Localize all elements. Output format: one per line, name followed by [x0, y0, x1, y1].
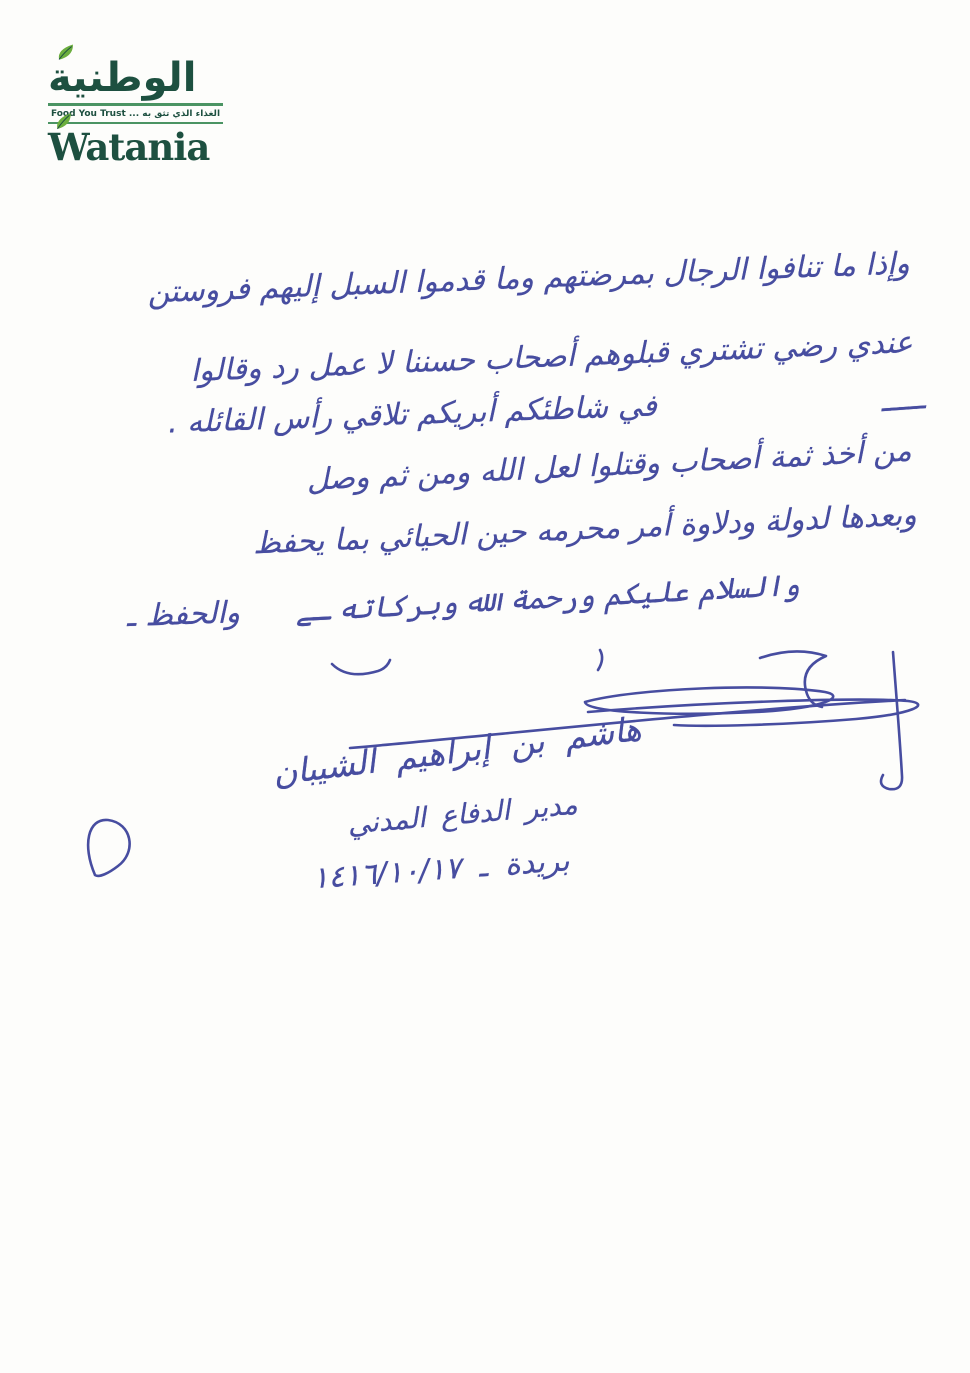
arabic-logo	[48, 56, 223, 100]
signer-name: هاشم بن إبراهيم الشيبان	[270, 708, 644, 793]
handwritten-line-1: وإذا ما تنافوا الرجال بمرضتهم وما قدموا السبل إليهم فروستن	[146, 246, 911, 311]
handwritten-line-3: في شاطئكم أبريكم تلاقي رأس القائله .	[167, 388, 658, 441]
handwritten-line-6-left: والحفظ ـ	[126, 595, 241, 635]
latin-logo	[48, 126, 223, 169]
latin-logo-text: Watania	[48, 125, 210, 169]
arabic-logo-text: الوطنية	[48, 55, 197, 101]
signer-title: مدير الدفاع المدني	[346, 787, 579, 841]
letterhead	[48, 56, 223, 169]
logo-tagline: Food You Trust ... الغذاء الذي تثق به	[50, 109, 221, 119]
handwritten-closing-salam: والسلام عليكم ورحمة الله وبركاته ـے	[294, 567, 801, 629]
handwritten-dash-mark: ـــــ	[879, 381, 927, 420]
handwritten-line-5: وبعدها لدولة ودلاوة أمر محرمه حين الحيائي بما يحفظ	[252, 497, 918, 562]
handwritten-line-4: من أخذ ثمة أصحاب وقتلوا لعل الله ومن ثم وصل	[305, 433, 913, 498]
place-and-date: بريدة ـ ١٤١٦/١٠/١٧	[311, 843, 571, 897]
handwritten-line-2: عندي رضي تشتري قبلوهم أصحاب حسننا لا عمل رد وقالوا	[189, 325, 914, 390]
